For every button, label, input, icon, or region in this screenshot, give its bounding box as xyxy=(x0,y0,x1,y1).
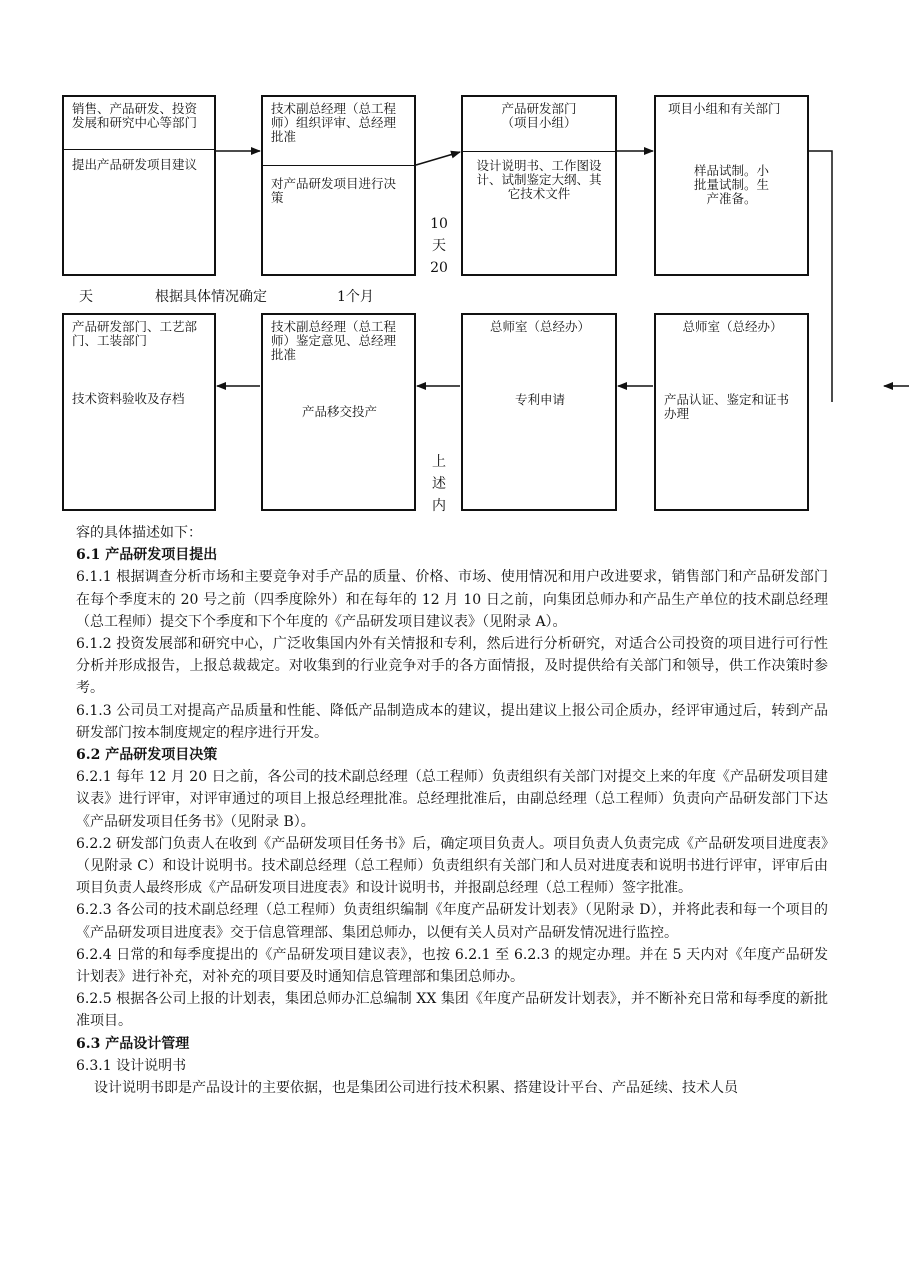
vertical-label-10-days xyxy=(429,213,449,279)
flow-box-body: 样品试制。小批量试制。生产准备。 xyxy=(693,163,769,206)
lead-text: 容的具体描述如下： xyxy=(76,525,202,541)
paragraph: 设计说明书即是产品设计的主要依据，也是集团公司进行技术积累、搭建设计平台、产品延续、技术人员 xyxy=(94,1080,738,1097)
vertical-char: 内 xyxy=(432,498,446,514)
document-body xyxy=(76,522,828,1099)
mid-label-middle: 根据具体情况确定 xyxy=(155,289,267,305)
flow-box-head: 产品研发部门、工艺部门、工装部门 xyxy=(72,319,198,348)
flow-connectors xyxy=(0,0,909,520)
flow-box-body: 专利申请 xyxy=(514,392,565,407)
mid-label-right: 1个月 xyxy=(337,289,374,305)
flow-box-head: 销售、产品研发、投资发展和研究中心等部门 xyxy=(72,101,198,130)
flow-box-head: 总师室（总经办） xyxy=(682,319,783,334)
vertical-char: 天 xyxy=(432,238,446,254)
flow-box-body: 产品移交投产 xyxy=(301,404,377,419)
flow-box-head: 项目小组和有关部门 xyxy=(668,101,781,116)
paragraph: 6.1.1 根据调查分析市场和主要竞争对手产品的质量、价格、市场、使用情况和用户改进要求，销售部门和产品研发部门在每个季度末的 20 号之前（四季度除外）和在每年的 12 月 10 日之前，向集团总师办和产品生产单位的技术副总经理（总工程师）提交下个季度和下个年度的《产品研发项目建议表》（见附录 A）。 xyxy=(76,569,828,630)
vertical-char: 20 xyxy=(430,260,448,276)
flow-box-body: 提出产品研发项目建议 xyxy=(72,157,198,172)
vertical-char: 10 xyxy=(430,216,448,232)
paragraph: 6.2.2 研发部门负责人在收到《产品研发项目任务书》后，确定项目负责人。项目负责人负责完成《产品研发项目进度表》（见附录 C）和设计说明书。技术副总经理（总工程师）负责组织有关部门和人员对进度表和说明书进行评审，评审后由项目负责人最终形成《产品研发项目进度表》和设计说明书，并报副总经理（总工程师）签字批准。 xyxy=(76,835,828,897)
arrow-right-2 xyxy=(416,152,460,165)
mid-label-left: 天 xyxy=(79,289,93,305)
flow-box-head: 技术副总经理（总工程师）组织评审、总经理批准 xyxy=(271,101,397,144)
flow-box-body: 设计说明书、工作图设计、试制鉴定大纲、其它技术文件 xyxy=(476,158,602,201)
vertical-label-above xyxy=(429,451,449,517)
section-heading: 6.3 产品设计管理 xyxy=(76,1035,190,1052)
paragraph: 6.3.1 设计说明书 xyxy=(76,1057,187,1074)
paragraph: 6.1.2 投资发展部和研究中心，广泛收集国内外有关情报和专利，然后进行分析研究，对适合公司投资的项目进行可行性分析并形成报告，上报总裁裁定。对收集到的行业竞争对手的各方面情报，及时提供给有关部门和领导，供工作决策时参考。 xyxy=(76,636,828,697)
flow-box-body: 对产品研发项目进行决策 xyxy=(271,176,397,205)
vertical-char: 述 xyxy=(432,476,446,492)
paragraph: 6.2.4 日常的和每季度提出的《产品研发项目建议表》，也按 6.2.1 至 6.2.3 的规定办理。并在 5 天内对《年度产品研发计划表》进行补充，对补充的项目要及时通知信息管理部和集团总师办。 xyxy=(76,946,828,986)
paragraph: 6.2.1 每年 12 月 20 日之前，各公司的技术副总经理（总工程师）负责组织有关部门对提交上来的年度《产品研发项目建议表》进行评审，对评审通过的项目上报总经理批准。总经理批准后，由副总经理（总工程师）负责向产品研发部门下达《产品研发项目任务书》（见附录 B）。 xyxy=(76,769,828,830)
flow-box-head: 总师室（总经办） xyxy=(489,319,590,334)
flow-box-head: 产品研发部门（项目小组） xyxy=(501,101,577,130)
paragraph: 6.1.3 公司员工对提高产品质量和性能、降低产品制造成本的建议，提出建议上报公司企质办，经评审通过后，转到产品研发部门按本制度规定的程序进行开发。 xyxy=(76,702,828,741)
vertical-char: 上 xyxy=(432,454,446,470)
paragraph: 6.2.3 各公司的技术副总经理（总工程师）负责组织编制《年度产品研发计划表》（见附录 D），并将此表和每一个项目的《产品研发项目进度表》交于信息管理部、集团总师办，以便有关人员对产品研发情况进行监控。 xyxy=(76,902,828,941)
flow-box-head: 技术副总经理（总工程师）鉴定意见、总经理批准 xyxy=(271,319,397,362)
paragraph: 6.2.5 根据各公司上报的计划表，集团总师办汇总编制 XX 集团《年度产品研发计划表》，并不断补充日常和每季度的新批准项目。 xyxy=(76,991,828,1030)
flow-box-body: 产品认证、鉴定和证书办理 xyxy=(664,392,790,421)
flow-box-body: 技术资料验收及存档 xyxy=(72,391,185,406)
connector-down-right xyxy=(809,151,832,402)
section-heading: 6.1 产品研发项目提出 xyxy=(76,547,218,564)
section-heading: 6.2 产品研发项目决策 xyxy=(76,747,218,764)
